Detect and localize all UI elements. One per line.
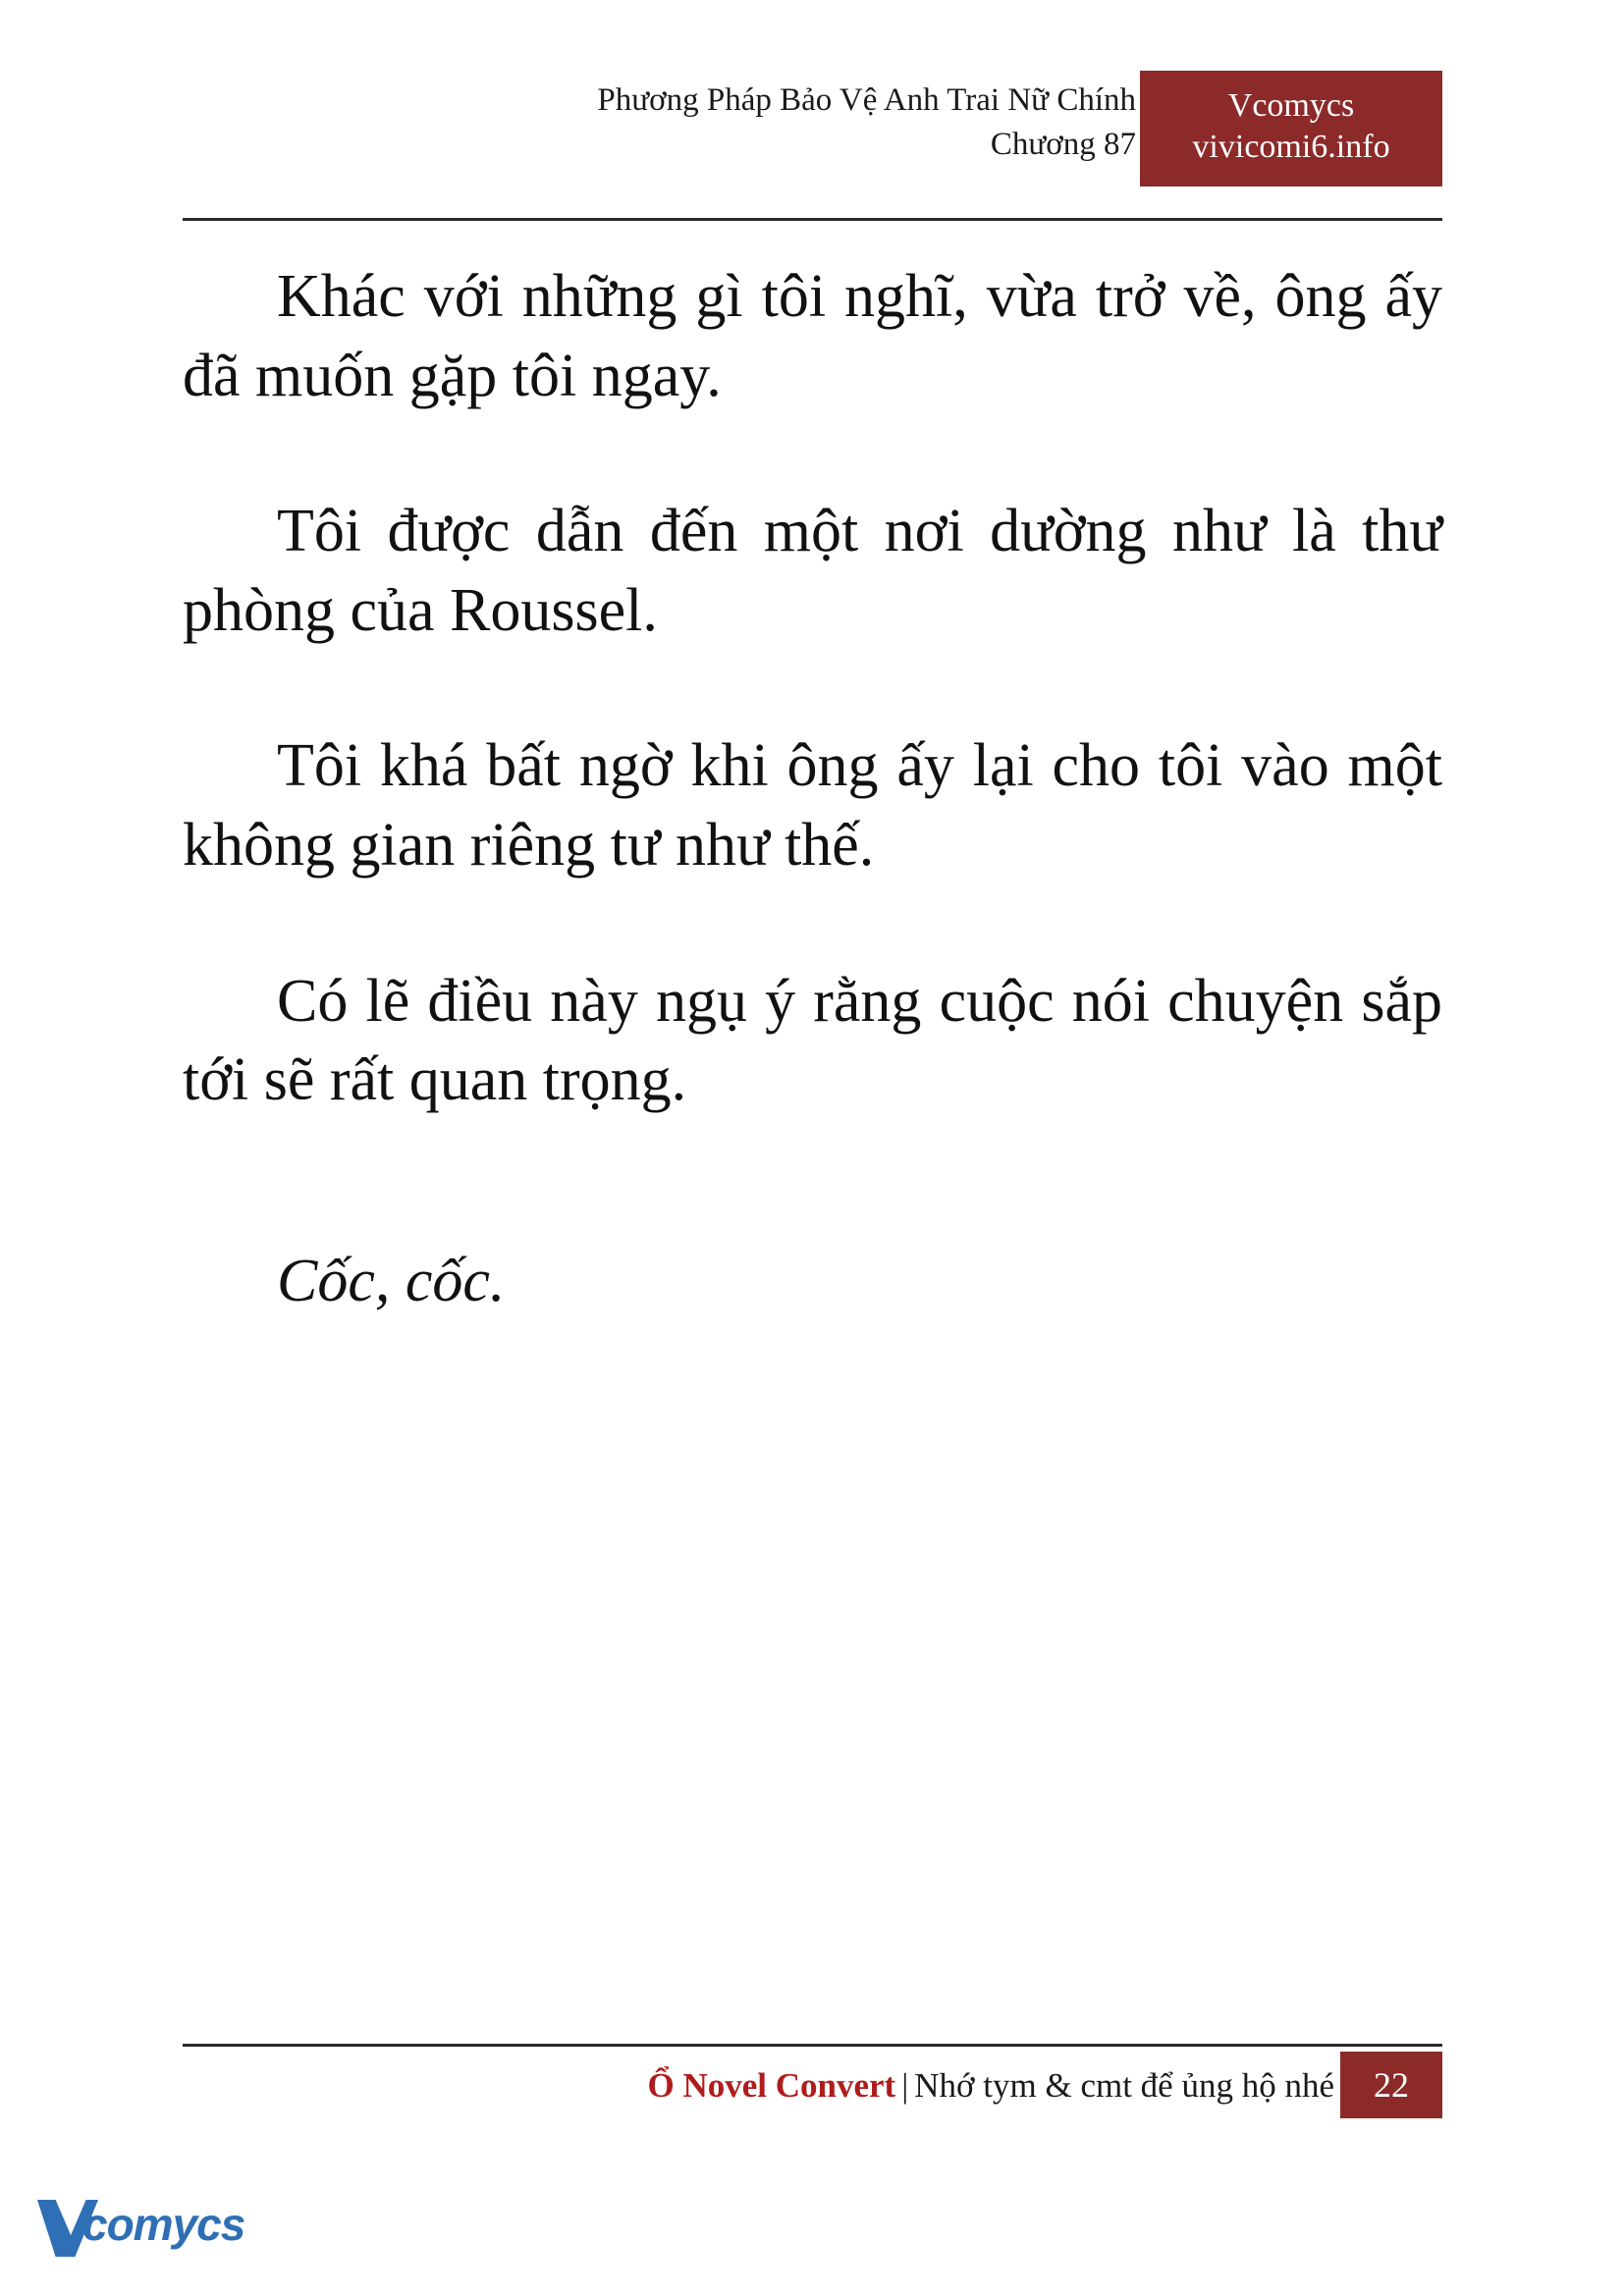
- page-number: 22: [1340, 2052, 1442, 2118]
- paragraph-spacer: [183, 1197, 1442, 1242]
- vcomycs-logo: [37, 2192, 253, 2270]
- badge-brand: Vcomycs: [1227, 87, 1355, 124]
- paragraph: Khác với những gì tôi nghĩ, vừa trở về, ông ấy đã muốn gặp tôi ngay.: [183, 263, 1442, 409]
- chapter-label: Chương 87: [990, 126, 1136, 162]
- book-title: Phương Pháp Bảo Vệ Anh Trai Nữ Chính: [597, 82, 1136, 118]
- footer-credit: [647, 2065, 1334, 2107]
- paragraph: Tôi được dẫn đến một nơi dường như là thư phòng của Roussel.: [183, 498, 1442, 644]
- logo-text: comycs: [82, 2199, 245, 2250]
- site-watermark-badge: [1140, 71, 1442, 187]
- footer-divider: [183, 2044, 1442, 2047]
- footer-separator: |: [901, 2066, 909, 2105]
- paragraph-italic: Cốc, cốc.: [277, 1247, 506, 1314]
- footer-note: Nhớ tym & cmt để ủng hộ nhé: [914, 2066, 1334, 2105]
- header-title-block: [597, 79, 1136, 166]
- header-divider: [183, 218, 1442, 221]
- page-footer: [183, 2054, 1442, 2122]
- page-header: [183, 79, 1442, 216]
- paragraph: Có lẽ điều này ngụ ý rằng cuộc nói chuyện sắp tới sẽ rất quan trọng.: [183, 967, 1442, 1114]
- paragraph: Tôi khá bất ngờ khi ông ấy lại cho tôi vào một không gian riêng tư như thế.: [183, 732, 1442, 879]
- footer-brand: Ổ Novel Convert: [647, 2066, 896, 2105]
- page-content: [183, 257, 1442, 1320]
- badge-url: vivicomi6.info: [1192, 128, 1390, 165]
